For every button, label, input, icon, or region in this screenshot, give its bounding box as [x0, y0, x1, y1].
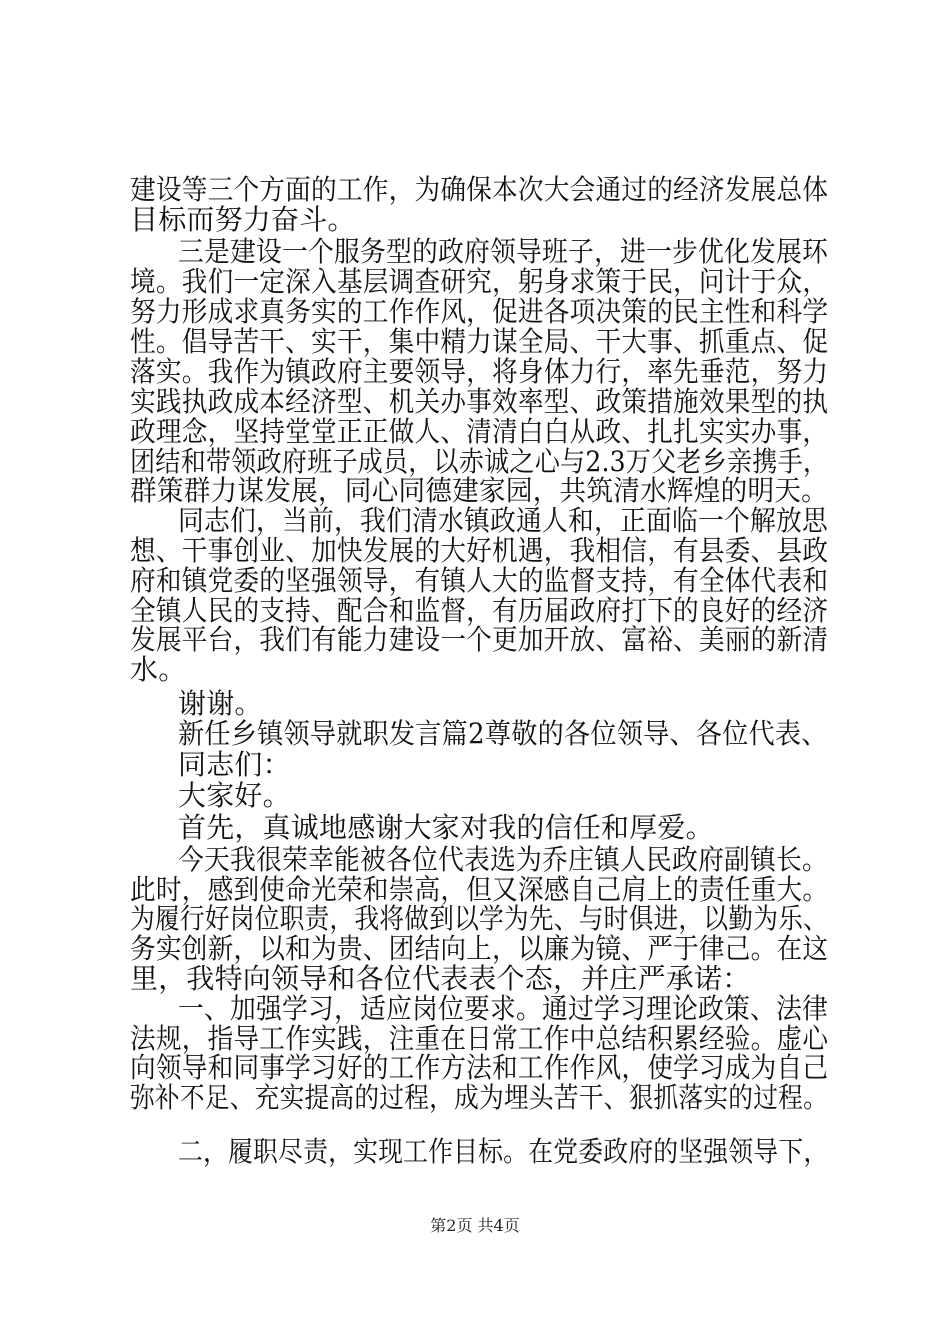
- paragraph-line: 团结和带领政府班子成员，以赤诚之心与2.3万父老乡亲携手，: [130, 445, 829, 478]
- paragraph-line: 里，我特向领导和各位代表表个态，并庄严承诺：: [130, 962, 751, 995]
- paragraph-line: 落实。我作为镇政府主要领导，将身体力行，率先垂范，努力: [130, 355, 829, 388]
- page-number-footer: 第2页 共4页: [430, 1216, 520, 1235]
- paragraph-line: 同志们，当前，我们清水镇政通人和，正面临一个解放思: [178, 504, 829, 537]
- paragraph-line: 努力形成求真务实的工作作风，促进各项决策的民主性和科学: [130, 295, 829, 328]
- paragraph-line: 谢谢。: [178, 687, 263, 720]
- paragraph-line: 发展平台，我们有能力建设一个更加开放、富裕、美丽的新清: [130, 623, 829, 656]
- paragraph-line: 为履行好岗位职责，我将做到以学为先、与时俱进，以勤为乐、: [130, 902, 829, 935]
- paragraph-line: 二，履职尽责，实现工作目标。在党委政府的坚强领导下，: [178, 1135, 829, 1168]
- paragraph-line: 今天我很荣幸能被各位代表选为乔庄镇人民政府副镇长。: [178, 843, 829, 876]
- paragraph-line: 目标而努力奋斗。: [130, 203, 356, 236]
- paragraph-line: 全镇人民的支持、配合和监督，有历届政府打下的良好的经济: [130, 594, 829, 627]
- paragraph-line: 首先，真诚地感谢大家对我的信任和厚爱。: [178, 811, 714, 844]
- paragraph-line: 府和镇党委的坚强领导，有镇人大的监督支持，有全体代表和: [130, 564, 829, 597]
- paragraph-line: 此时，感到使命光荣和崇高，但又深感自己肩上的责任重大。: [130, 873, 829, 906]
- paragraph-line: 建设等三个方面的工作，为确保本次大会通过的经济发展总体: [130, 173, 829, 206]
- paragraph-line: 群策群力谋发展，同心同德建家园，共筑清水辉煌的明天。: [130, 474, 829, 507]
- paragraph-line: 三是建设一个服务型的政府领导班子，进一步优化发展环: [178, 235, 829, 268]
- paragraph-line: 想、干事创业、加快发展的大好机遇，我相信，有县委、县政: [130, 534, 829, 567]
- paragraph-line: 境。我们一定深入基层调查研究，躬身求策于民，问计于众，: [130, 265, 829, 298]
- paragraph-line: 新任乡镇领导就职发言篇2尊敬的各位领导、各位代表、: [178, 717, 828, 750]
- paragraph-line: 法规，指导工作实践，注重在日常工作中总结积累经验。虚心: [130, 1022, 829, 1055]
- paragraph-line: 水。: [130, 653, 187, 686]
- paragraph-line: 性。倡导苦干、实干，集中精力谋全局、干大事、抓重点、促: [130, 325, 829, 358]
- paragraph-line: 一、加强学习，适应岗位要求。通过学习理论政策、法律: [178, 992, 829, 1025]
- paragraph-line: 弥补不足、充实提高的过程，成为埋头苦干、狠抓落实的过程。: [130, 1081, 829, 1114]
- paragraph-line: 大家好。: [178, 779, 291, 812]
- paragraph-line: 同志们：: [178, 748, 291, 781]
- paragraph-line: 务实创新，以和为贵、团结向上，以廉为镜、严于律己。在这: [130, 932, 829, 965]
- paragraph-line: 实践执政成本经济型、机关办事效率型、政策措施效果型的执: [130, 385, 829, 418]
- paragraph-line: 向领导和同事学习好的工作方法和工作作风，使学习成为自己: [130, 1051, 829, 1084]
- paragraph-line: 政理念，坚持堂堂正正做人、清清白白从政、扎扎实实办事，: [130, 415, 829, 448]
